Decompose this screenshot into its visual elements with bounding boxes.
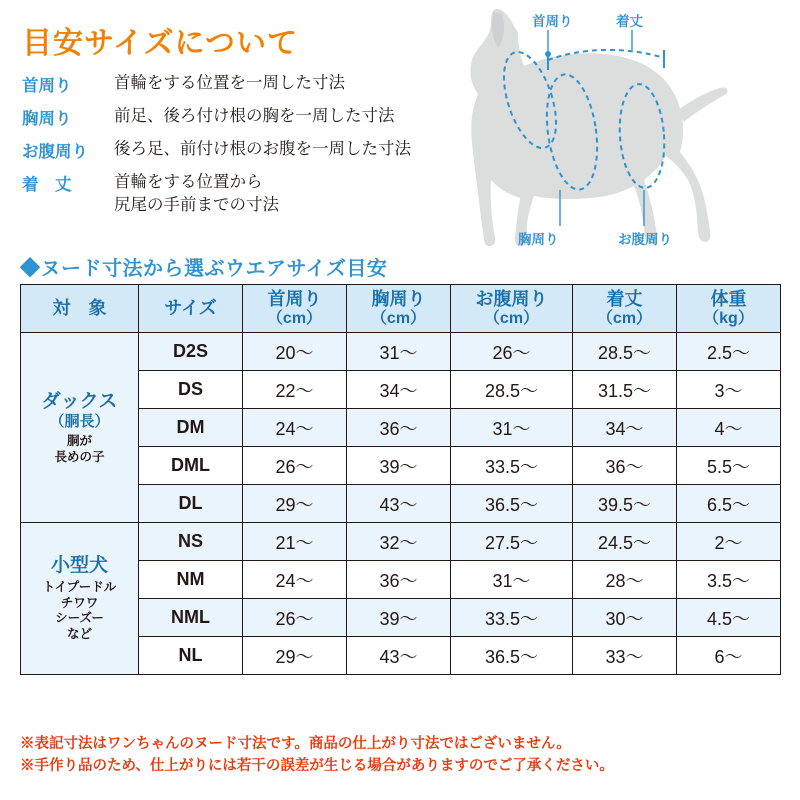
cell-size: NS <box>139 523 243 561</box>
group-label-note <box>21 434 138 465</box>
cell-size: NML <box>139 599 243 637</box>
cell-size: DML <box>139 447 243 485</box>
column-header-unit: （cm） <box>266 309 323 327</box>
group-label-note <box>21 580 138 643</box>
cell-chest: 34〜 <box>347 371 451 409</box>
cell-weight: 2〜 <box>677 523 781 561</box>
size-table <box>20 284 781 675</box>
group-label-main: ダックス <box>41 390 118 412</box>
column-header-label: 対 象 <box>52 298 107 319</box>
neck-leader-dot <box>545 51 551 57</box>
cell-neck: 26〜 <box>243 447 347 485</box>
group-cell-dachs <box>21 333 139 523</box>
cell-weight: 3〜 <box>677 371 781 409</box>
cell-size: NM <box>139 561 243 599</box>
column-header-label: 首周り <box>267 288 322 309</box>
cell-weight: 2.5〜 <box>677 333 781 371</box>
cell-size: D2S <box>139 333 243 371</box>
column-header-length <box>573 285 677 333</box>
column-header-unit: （cm） <box>483 309 540 327</box>
page-title: 目安サイズについて <box>22 27 298 60</box>
cell-weight: 3.5〜 <box>677 561 781 599</box>
cell-weight: 6.5〜 <box>677 485 781 523</box>
diagram-label-belly: お腹周り <box>618 232 672 247</box>
cell-weight: 4.5〜 <box>677 599 781 637</box>
cell-length: 30〜 <box>573 599 677 637</box>
diagram-label-length: 着丈 <box>616 14 643 29</box>
cell-size: DM <box>139 409 243 447</box>
cell-length: 24.5〜 <box>573 523 677 561</box>
cell-length: 28〜 <box>573 561 677 599</box>
diagram-label-chest: 胸周り <box>518 232 559 247</box>
cell-belly: 33.5〜 <box>451 599 573 637</box>
column-header-chest <box>347 285 451 333</box>
cell-belly: 31〜 <box>451 561 573 599</box>
cell-belly: 36.5〜 <box>451 637 573 675</box>
definition-description: 前足、後ろ付け根の胸を一周した寸法 <box>114 107 395 125</box>
column-header-unit: （cm） <box>596 309 653 327</box>
column-header-size <box>139 285 243 333</box>
cell-belly: 31〜 <box>451 409 573 447</box>
cell-belly: 27.5〜 <box>451 523 573 561</box>
cell-chest: 39〜 <box>347 447 451 485</box>
cell-neck: 24〜 <box>243 409 347 447</box>
cell-chest: 36〜 <box>347 409 451 447</box>
footnotes <box>20 733 790 778</box>
cell-chest: 36〜 <box>347 561 451 599</box>
column-header-unit: （kg） <box>703 309 754 327</box>
group-note-line3: シーズー <box>55 611 104 626</box>
group-cell-small-dog <box>21 523 139 675</box>
section-title: ◆ヌード寸法から選ぶウエアサイズ目安 <box>20 258 388 280</box>
definition-term: 胸周り <box>22 110 72 128</box>
group-note-line2: 長めの子 <box>54 449 105 464</box>
group-label-main: 小型犬 <box>50 555 108 577</box>
column-header-label: サイズ <box>164 298 217 319</box>
cell-neck: 21〜 <box>243 523 347 561</box>
cell-weight: 5.5〜 <box>677 447 781 485</box>
definition-term: 首周り <box>22 77 72 95</box>
footnote: ※手作り品のため、仕上がりには若干の誤差が生じる場合がありますのでご了承ください。 <box>20 758 614 775</box>
dog-illustration <box>420 4 800 260</box>
cell-neck: 20〜 <box>243 333 347 371</box>
cell-neck: 26〜 <box>243 599 347 637</box>
definition-term: お腹周り <box>22 143 88 161</box>
cell-neck: 29〜 <box>243 637 347 675</box>
cell-weight: 4〜 <box>677 409 781 447</box>
column-header-weight <box>677 285 781 333</box>
cell-chest: 43〜 <box>347 637 451 675</box>
cell-length: 36〜 <box>573 447 677 485</box>
cell-weight: 6〜 <box>677 637 781 675</box>
definition-description: 後ろ足、前付け根のお腹を一周した寸法 <box>114 140 411 158</box>
dog-diagram <box>420 4 800 260</box>
cell-length: 33〜 <box>573 637 677 675</box>
table-row <box>21 523 781 561</box>
cell-chest: 39〜 <box>347 599 451 637</box>
definition-description-line1: 首輪をする位置から <box>114 173 263 191</box>
cell-chest: 32〜 <box>347 523 451 561</box>
definition-description-line2: 尻尾の手前までの寸法 <box>114 195 279 214</box>
footnote: ※表記寸法はワンちゃんのヌード寸法です。商品の仕上がり寸法ではございません。 <box>20 736 571 752</box>
cell-belly: 28.5〜 <box>451 371 573 409</box>
cell-length: 34〜 <box>573 409 677 447</box>
column-header-target <box>21 285 139 333</box>
cell-length: 39.5〜 <box>573 485 677 523</box>
cell-length: 31.5〜 <box>573 371 677 409</box>
cell-chest: 43〜 <box>347 485 451 523</box>
cell-size: NL <box>139 637 243 675</box>
table-header-row <box>21 285 781 333</box>
column-header-label: 体重 <box>710 288 747 309</box>
column-header-label: 着丈 <box>606 288 643 309</box>
definition-term: 着 丈 <box>22 176 72 194</box>
group-note-line1: 胴が <box>66 434 92 449</box>
cell-belly: 33.5〜 <box>451 447 573 485</box>
column-header-neck <box>243 285 347 333</box>
cell-length: 28.5〜 <box>573 333 677 371</box>
cell-size: DL <box>139 485 243 523</box>
definition-description <box>114 171 279 217</box>
cell-neck: 24〜 <box>243 561 347 599</box>
definition-description: 首輪をする位置を一周した寸法 <box>114 74 345 92</box>
cell-chest: 31〜 <box>347 333 451 371</box>
group-note-line4: など <box>66 627 92 641</box>
group-label-sub: （胴長） <box>49 413 110 431</box>
dog-silhouette <box>470 9 727 247</box>
column-header-belly <box>451 285 573 333</box>
cell-belly: 36.5〜 <box>451 485 573 523</box>
table-row <box>21 333 781 371</box>
column-header-unit: （cm） <box>370 309 427 327</box>
cell-size: DS <box>139 371 243 409</box>
cell-neck: 22〜 <box>243 371 347 409</box>
group-note-line1: トイプードル <box>42 580 117 595</box>
diagram-label-neck: 首周り <box>532 14 573 29</box>
column-header-label: お腹周り <box>475 288 548 309</box>
cell-belly: 26〜 <box>451 333 573 371</box>
cell-neck: 29〜 <box>243 485 347 523</box>
column-header-label: 胸周り <box>371 288 426 309</box>
group-note-line2: チワワ <box>60 595 99 610</box>
